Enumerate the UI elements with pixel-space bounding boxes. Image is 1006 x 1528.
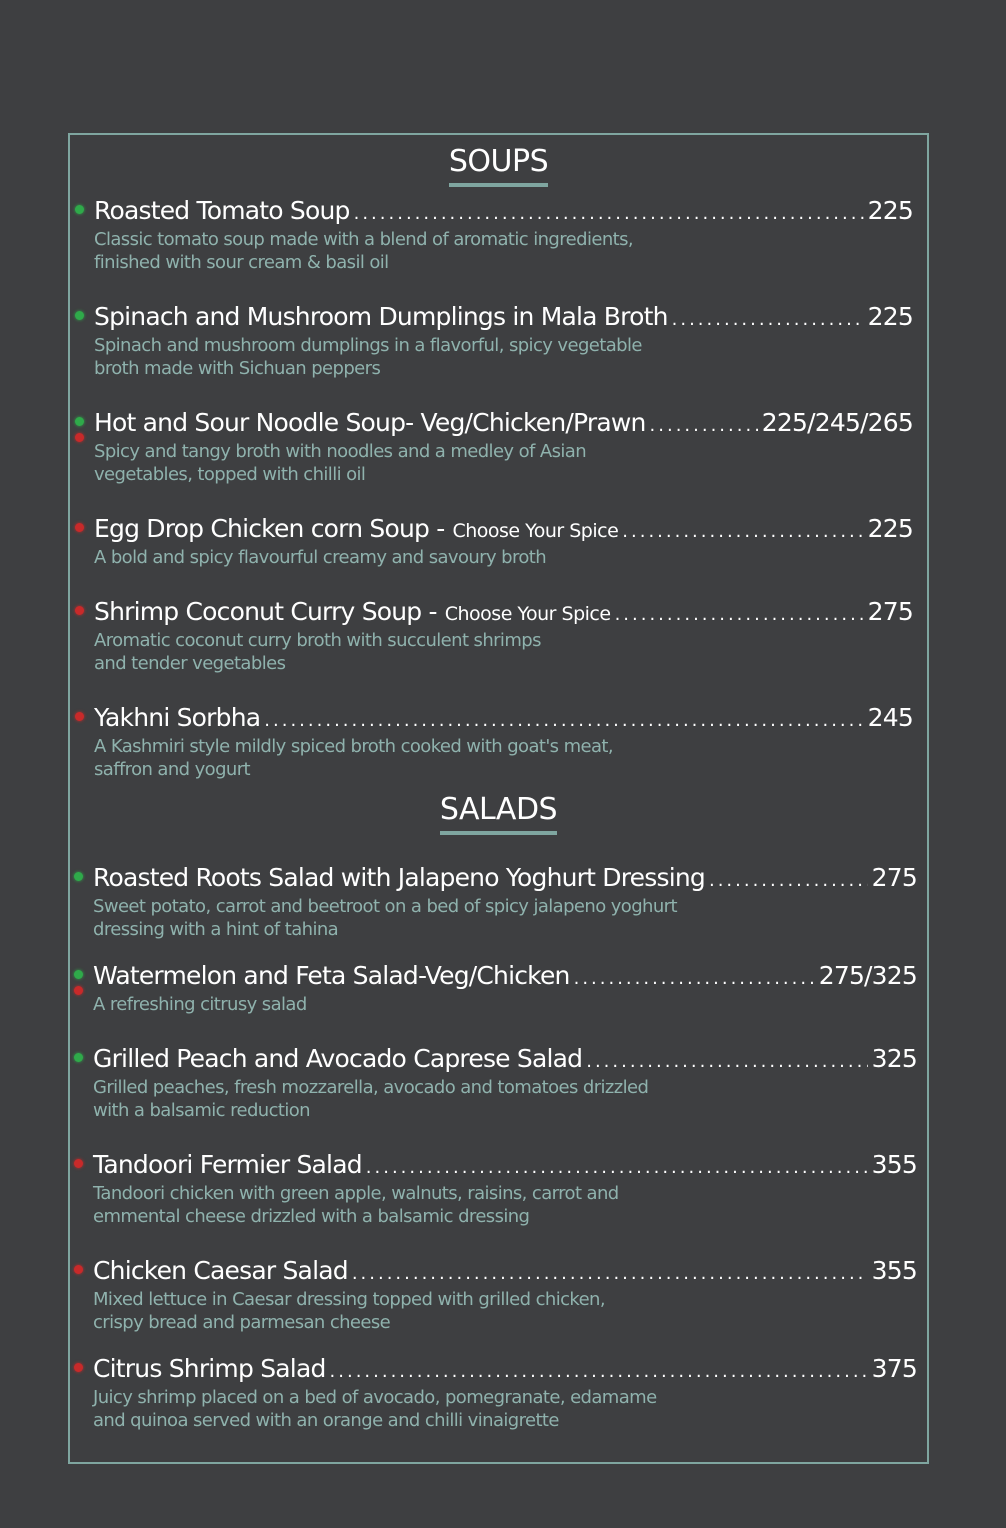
soup-item <box>94 407 913 486</box>
diet-markers <box>75 311 85 327</box>
item-name: Citrus Shrimp Salad <box>93 1354 326 1383</box>
dot-leader <box>264 705 863 737</box>
item-spice-note: Choose Your Spice <box>452 520 619 542</box>
dot-leader <box>366 1152 868 1184</box>
diet-markers <box>74 1363 84 1379</box>
item-name: Watermelon and Feta Salad-Veg/Chicken <box>93 961 570 990</box>
dot-leader <box>672 304 864 336</box>
dot-leader <box>330 1356 868 1388</box>
diet-markers <box>74 970 84 1002</box>
item-description: Sweet potato, carrot and beetroot on a bed of spicy jalapeno yoghurt dressing with a hint of tahina <box>93 896 677 940</box>
nonveg-marker-icon <box>75 606 84 615</box>
item-price: 225/245/265 <box>761 408 913 437</box>
item-description: Grilled peaches, fresh mozzarella, avocado and tomatoes drizzled with a balsamic reduction <box>93 1077 649 1121</box>
item-price: 225 <box>867 302 913 331</box>
item-description: Mixed lettuce in Caesar dressing topped with grilled chicken, crispy bread and parmesan cheese <box>93 1289 605 1333</box>
item-price: 325 <box>871 1044 917 1073</box>
dot-leader <box>650 410 758 442</box>
salad-item <box>93 960 917 1016</box>
item-description: Spinach and mushroom dumplings in a flavorful, spicy vegetable broth made with Sichuan peppers <box>94 335 642 379</box>
dot-leader <box>615 599 864 631</box>
nonveg-marker-icon <box>74 1159 83 1168</box>
diet-markers <box>75 606 85 622</box>
item-price: 355 <box>871 1256 917 1285</box>
diet-markers <box>75 417 85 449</box>
dot-leader <box>352 1258 868 1290</box>
item-description: A refreshing citrusy salad <box>93 994 307 1015</box>
item-name: Hot and Sour Noodle Soup- Veg/Chicken/Prawn <box>94 408 646 437</box>
diet-markers <box>75 205 85 221</box>
item-name: Grilled Peach and Avocado Caprese Salad <box>93 1044 583 1073</box>
item-description: Juicy shrimp placed on a bed of avocado, pomegranate, edamame and quinoa served with an orange and chilli vinaigrette <box>93 1387 657 1431</box>
veg-marker-icon <box>75 205 84 214</box>
item-price: 355 <box>871 1150 917 1179</box>
section-title-salads: SALADS <box>70 791 927 835</box>
item-price: 275/325 <box>818 961 917 990</box>
dot-leader <box>622 516 863 548</box>
item-price: 245 <box>867 703 913 732</box>
veg-marker-icon <box>74 970 83 979</box>
item-price: 275 <box>867 597 913 626</box>
item-name: Shrimp Coconut Curry Soup - <box>94 597 437 626</box>
item-name: Spinach and Mushroom Dumplings in Mala Broth <box>94 302 668 331</box>
veg-marker-icon <box>74 1053 83 1062</box>
nonveg-marker-icon <box>74 1363 83 1372</box>
diet-markers <box>74 872 84 888</box>
nonveg-marker-icon <box>75 523 84 532</box>
salad-item <box>93 1255 917 1334</box>
diet-markers <box>74 1265 84 1281</box>
dot-leader <box>586 1046 867 1078</box>
salad-item <box>93 1149 917 1228</box>
item-price: 375 <box>871 1354 917 1383</box>
item-name: Roasted Roots Salad with Jalapeno Yoghurt Dressing <box>93 863 705 892</box>
item-description: Classic tomato soup made with a blend of aromatic ingredients, finished with sour cream & basil oil <box>94 229 633 273</box>
soup-item <box>94 513 913 569</box>
salad-item <box>93 1043 917 1122</box>
soup-item <box>94 702 913 781</box>
nonveg-marker-icon <box>75 433 84 442</box>
item-name: Tandoori Fermier Salad <box>93 1150 362 1179</box>
salad-item <box>93 1353 917 1432</box>
veg-marker-icon <box>74 872 83 881</box>
item-description: Aromatic coconut curry broth with succulent shrimps and tender vegetables <box>94 630 541 674</box>
item-description: A bold and spicy flavourful creamy and savoury broth <box>94 547 547 568</box>
soup-item <box>94 301 913 380</box>
item-name: Yakhni Sorbha <box>94 703 261 732</box>
item-price: 225 <box>867 514 913 543</box>
item-description: Tandoori chicken with green apple, walnuts, raisins, carrot and emmental cheese drizzled with a balsamic dressing <box>93 1183 619 1227</box>
item-description: A Kashmiri style mildly spiced broth cooked with goat's meat, saffron and yogurt <box>94 736 614 780</box>
item-name: Roasted Tomato Soup <box>94 196 350 225</box>
item-description: Spicy and tangy broth with noodles and a medley of Asian vegetables, topped with chilli oil <box>94 441 587 485</box>
dot-leader <box>574 963 815 995</box>
veg-marker-icon <box>75 311 84 320</box>
section-title-soups: SOUPS <box>70 143 927 187</box>
soup-item <box>94 195 913 274</box>
diet-markers <box>74 1053 84 1069</box>
diet-markers <box>74 1159 84 1175</box>
diet-markers <box>75 712 85 728</box>
nonveg-marker-icon <box>74 986 83 995</box>
item-price: 275 <box>871 863 917 892</box>
diet-markers <box>75 523 85 539</box>
salad-item <box>93 862 917 941</box>
dot-leader <box>354 198 864 230</box>
veg-marker-icon <box>75 417 84 426</box>
dot-leader <box>709 865 868 897</box>
menu-frame <box>68 133 929 1464</box>
item-name: Egg Drop Chicken corn Soup - <box>94 514 445 543</box>
soup-item <box>94 596 913 675</box>
nonveg-marker-icon <box>75 712 84 721</box>
nonveg-marker-icon <box>74 1265 83 1274</box>
item-price: 225 <box>867 196 913 225</box>
item-name: Chicken Caesar Salad <box>93 1256 348 1285</box>
item-spice-note: Choose Your Spice <box>444 603 611 625</box>
